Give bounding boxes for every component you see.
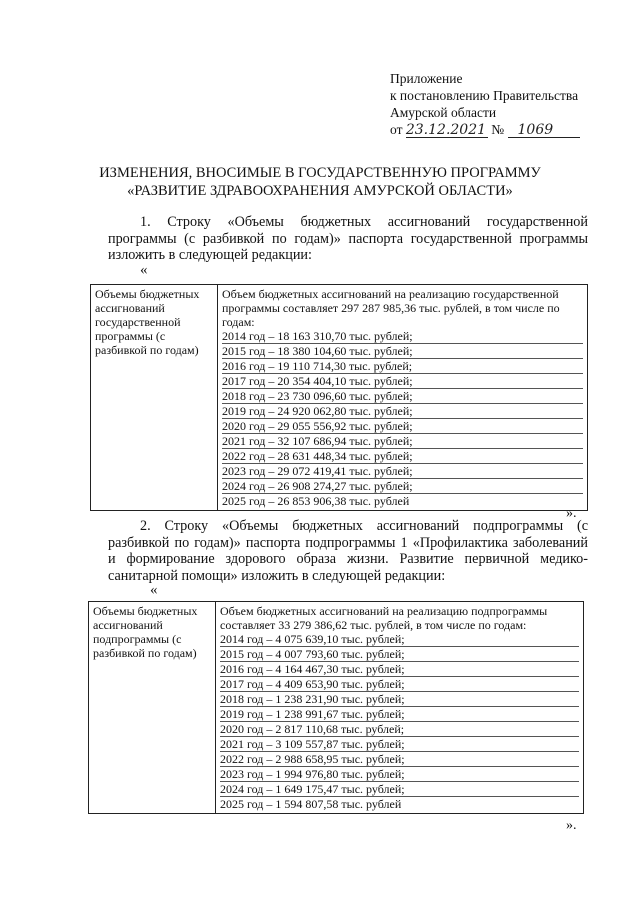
- year-row: 2021 год – 32 107 686,94 тыс. рублей;: [222, 434, 583, 449]
- item-1-budget-table: [90, 284, 588, 511]
- year-row: 2024 год – 1 649 175,47 тыс. рублей;: [220, 782, 579, 797]
- year-row: 2018 год – 23 730 096,60 тыс. рублей;: [222, 389, 583, 404]
- item-2-intro: Объем бюджетных ассигнований на реализацию подпрограммы составляет 33 279 386,62 тыс. рублей, в том числе по годам:: [220, 604, 548, 632]
- title-line-2: «РАЗВИТИЕ ЗДРАВООХРАНЕНИЯ АМУРСКОЙ ОБЛАСТИ»: [127, 183, 513, 199]
- item-2-close-quote: ».: [566, 818, 577, 833]
- item-1-label-cell: Объемы бюджетных ассигнований государственной программы (с разбивкой по годам): [91, 285, 218, 511]
- item-1-paragraph: [108, 214, 588, 264]
- item-2-label-cell: Объемы бюджетных ассигнований подпрограммы (с разбивкой по годам): [89, 602, 216, 814]
- table-row: [91, 285, 588, 511]
- year-row: 2021 год – 3 109 557,87 тыс. рублей;: [220, 737, 579, 752]
- item-2-open-quote: «: [150, 582, 158, 598]
- handwritten-number: 1069: [508, 123, 580, 138]
- item-2-budget-table: [88, 601, 584, 814]
- year-row: 2019 год – 24 920 062,80 тыс. рублей;: [222, 404, 583, 419]
- table-row: [89, 602, 584, 814]
- year-row: 2014 год – 4 075 639,10 тыс. рублей;: [220, 632, 579, 647]
- year-row: 2020 год – 2 817 110,68 тыс. рублей;: [220, 722, 579, 737]
- item-1-value-cell: [218, 285, 588, 511]
- handwritten-date: 23.12.2021: [405, 122, 487, 138]
- title-line-1: ИЗМЕНЕНИЯ, ВНОСИМЫЕ В ГОСУДАРСТВЕННУЮ ПРОГРАММУ: [99, 165, 541, 181]
- year-row: 2025 год – 1 594 807,58 тыс. рублей: [220, 797, 402, 811]
- year-row: 2022 год – 28 631 448,34 тыс. рублей;: [222, 449, 583, 464]
- year-row: 2015 год – 4 007 793,60 тыс. рублей;: [220, 647, 579, 662]
- year-row: 2016 год – 19 110 714,30 тыс. рублей;: [222, 359, 583, 374]
- approval-block: [390, 70, 580, 138]
- approval-line-1: Приложение: [390, 71, 463, 86]
- number-prefix: №: [491, 122, 505, 137]
- year-row: 2016 год – 4 164 467,30 тыс. рублей;: [220, 662, 579, 677]
- document-title: [0, 164, 640, 200]
- approval-line-3: Амурской области: [390, 105, 497, 120]
- year-row: 2019 год – 1 238 991,67 тыс. рублей;: [220, 707, 579, 722]
- date-prefix: от: [390, 122, 403, 137]
- item-2-value-cell: [216, 602, 584, 814]
- year-row: 2023 год – 29 072 419,41 тыс. рублей;: [222, 464, 583, 479]
- year-row: 2025 год – 26 853 906,38 тыс. рублей: [222, 494, 410, 508]
- year-row: 2017 год – 4 409 653,90 тыс. рублей;: [220, 677, 579, 692]
- approval-date-line: [390, 121, 580, 138]
- item-1-open-quote: «: [140, 262, 148, 278]
- year-row: 2020 год – 29 055 556,92 тыс. рублей;: [222, 419, 583, 434]
- item-2-text: 2. Строку «Объемы бюджетных ассигнований подпрограммы (с разбивкой по годам)» паспорта подпрограммы 1 «Профилактика заболеваний и формирование здорового образа жизни. Развитие первичной медико-санитарной помощи» изложить в следующей редакции:: [108, 518, 588, 584]
- year-row: 2024 год – 26 908 274,27 тыс. рублей;: [222, 479, 583, 494]
- item-1-close-quote: ».: [566, 506, 577, 521]
- year-row: 2018 год – 1 238 231,90 тыс. рублей;: [220, 692, 579, 707]
- item-2-paragraph: [108, 518, 588, 584]
- year-row: 2017 год – 20 354 404,10 тыс. рублей;: [222, 374, 583, 389]
- year-row: 2014 год – 18 163 310,70 тыс. рублей;: [222, 329, 583, 344]
- item-1-text: 1. Строку «Объемы бюджетных ассигнований государственной программы (с разбивкой по годам)» паспорта государственной программы изложить в следующей редакции:: [108, 214, 588, 263]
- item-1-intro: Объем бюджетных ассигнований на реализацию государственной программы составляет 297 287 985,36 тыс. рублей, в том числе по годам:: [222, 287, 560, 329]
- approval-line-2: к постановлению Правительства: [390, 88, 579, 103]
- year-row: 2022 год – 2 988 658,95 тыс. рублей;: [220, 752, 579, 767]
- year-row: 2015 год – 18 380 104,60 тыс. рублей;: [222, 344, 583, 359]
- year-row: 2023 год – 1 994 976,80 тыс. рублей;: [220, 767, 579, 782]
